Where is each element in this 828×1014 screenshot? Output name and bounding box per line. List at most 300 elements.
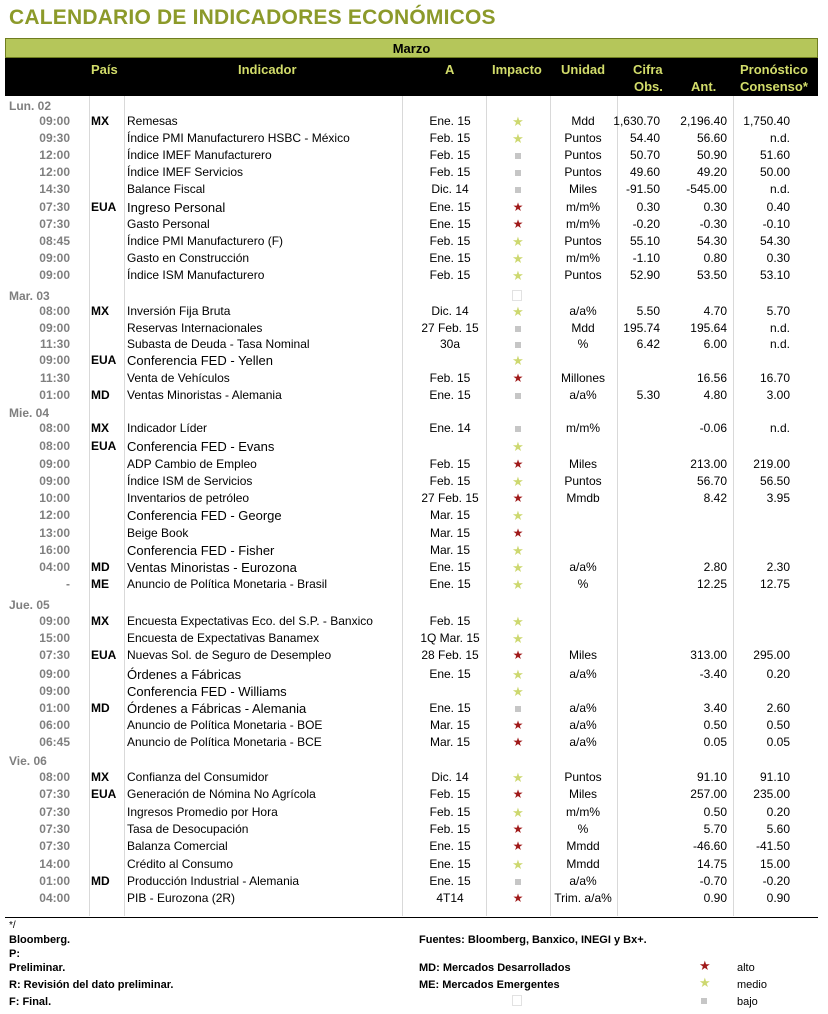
high-impact-star-icon: ★ xyxy=(512,787,524,801)
legend-medio: medio xyxy=(737,979,767,991)
day-label: Jue. 05 xyxy=(9,598,50,612)
row-country: MD xyxy=(91,701,110,715)
footnote-md: MD: Mercados Desarrollados xyxy=(419,962,571,974)
row-previous: 2,196.40 xyxy=(680,114,727,128)
row-country: EUA xyxy=(91,353,117,367)
row-time: 04:00 xyxy=(39,560,70,574)
row-time: 11:30 xyxy=(39,337,70,351)
row-time: 10:00 xyxy=(39,491,70,505)
row-time: 09:00 xyxy=(39,114,70,128)
table-row xyxy=(0,560,828,577)
row-time: 01:00 xyxy=(39,874,70,888)
row-time: 08:00 xyxy=(39,304,70,318)
row-previous: 50.90 xyxy=(696,148,727,162)
row-unit: m/m% xyxy=(566,200,600,214)
row-period: Feb. 15 xyxy=(429,165,471,179)
table-row xyxy=(0,891,828,908)
row-indicator: Subasta de Deuda - Tasa Nominal xyxy=(127,337,310,351)
medium-impact-star-icon: ★ xyxy=(512,667,524,682)
row-consensus: 3.95 xyxy=(766,491,790,505)
row-period: Feb. 15 xyxy=(429,131,471,145)
high-impact-star-icon: ★ xyxy=(512,648,524,662)
row-indicator: Ventas Minoristas - Eurozona xyxy=(127,560,297,575)
row-observed: -1.10 xyxy=(632,251,660,265)
row-time: 06:45 xyxy=(39,735,70,749)
row-consensus: 2.60 xyxy=(766,701,790,715)
row-period: Mar. 15 xyxy=(429,718,471,732)
row-consensus: 0.20 xyxy=(766,805,790,819)
row-period: Ene. 15 xyxy=(429,560,471,574)
row-time: 13:00 xyxy=(39,526,70,540)
row-previous: -0.30 xyxy=(699,217,727,231)
table-row xyxy=(0,577,828,594)
row-previous: 0.30 xyxy=(703,200,727,214)
row-country: MX xyxy=(91,114,109,128)
table-row xyxy=(0,701,828,718)
row-unit: Puntos xyxy=(564,131,602,145)
row-previous: 8.42 xyxy=(703,491,727,505)
row-time: 06:00 xyxy=(39,718,70,732)
row-indicator: Balance Fiscal xyxy=(127,182,206,196)
day-label: Lun. 02 xyxy=(9,99,52,113)
table-row xyxy=(0,182,828,199)
row-period: Mar. 15 xyxy=(429,526,471,540)
row-consensus: 51.60 xyxy=(759,148,790,162)
footnote-me: ME: Mercados Emergentes xyxy=(419,979,560,991)
row-unit: Mdd xyxy=(571,321,595,335)
row-unit: Mmdd xyxy=(566,857,600,871)
col-consenso: Consenso* xyxy=(740,79,808,94)
row-consensus: 0.20 xyxy=(766,667,790,681)
row-period: Mar. 15 xyxy=(429,508,471,522)
row-observed: 6.42 xyxy=(636,337,660,351)
row-time: 08:00 xyxy=(39,439,70,453)
row-time: 12:00 xyxy=(39,165,70,179)
table-row xyxy=(0,667,828,684)
row-previous: 56.70 xyxy=(696,474,727,488)
row-period: Ene. 15 xyxy=(429,114,471,128)
low-impact-square-icon xyxy=(511,165,525,179)
row-indicator: Índice PMI Manufacturero (F) xyxy=(127,234,284,248)
row-observed: 50.70 xyxy=(629,148,660,162)
row-previous: 16.56 xyxy=(696,371,727,385)
table-row xyxy=(0,421,828,438)
footnote-revision: R: Revisión del dato preliminar. xyxy=(9,979,174,991)
medium-impact-star-icon: ★ xyxy=(512,631,524,646)
high-impact-star-icon: ★ xyxy=(512,526,524,540)
row-consensus: 5.60 xyxy=(766,822,790,836)
row-previous: 0.90 xyxy=(703,891,727,905)
row-indicator: Inventarios de petróleo xyxy=(127,491,250,505)
col-ant: Ant. xyxy=(691,79,717,94)
row-indicator: Conferencia FED - George xyxy=(127,508,282,523)
medium-impact-star-icon: ★ xyxy=(512,131,524,146)
row-consensus: 0.05 xyxy=(766,735,790,749)
row-country: MD xyxy=(91,874,110,888)
row-previous: -545.00 xyxy=(686,182,727,196)
row-unit: Puntos xyxy=(564,234,602,248)
table-row xyxy=(0,304,828,321)
page-title: CALENDARIO DE INDICADORES ECONÓMICOS xyxy=(9,6,496,29)
table-row xyxy=(0,268,828,285)
row-time: 01:00 xyxy=(39,701,70,715)
row-unit: Puntos xyxy=(564,148,602,162)
row-period: Feb. 15 xyxy=(429,148,471,162)
empty-marker xyxy=(512,287,522,305)
high-impact-star-icon: ★ xyxy=(512,891,524,905)
row-observed: 55.10 xyxy=(629,234,660,248)
row-indicator: Crédito al Consumo xyxy=(127,857,234,871)
row-unit: Mdd xyxy=(571,114,595,128)
row-indicator: Conferencia FED - Fisher xyxy=(127,543,275,558)
table-row xyxy=(0,822,828,839)
high-impact-star-icon: ★ xyxy=(512,735,524,749)
row-country: MX xyxy=(91,304,109,318)
col-cifra: Cifra xyxy=(633,62,663,77)
table-header xyxy=(5,58,818,96)
footnote-p: P: xyxy=(9,948,20,960)
row-period: Feb. 15 xyxy=(429,474,471,488)
month-header: Marzo xyxy=(5,38,818,58)
row-country: MX xyxy=(91,421,109,435)
row-previous: 54.30 xyxy=(696,234,727,248)
row-consensus: 56.50 xyxy=(759,474,790,488)
medium-impact-star-icon: ★ xyxy=(512,560,524,575)
low-impact-square-icon xyxy=(511,701,525,715)
row-time: 09:00 xyxy=(39,353,70,367)
row-previous: 4.80 xyxy=(703,388,727,402)
legend-bajo: bajo xyxy=(737,996,758,1008)
row-previous: 0.50 xyxy=(703,718,727,732)
table-row xyxy=(0,648,828,665)
low-impact-square-icon xyxy=(511,148,525,162)
row-consensus: 12.75 xyxy=(759,577,790,591)
row-previous: -3.40 xyxy=(699,667,727,681)
row-indicator: PIB - Eurozona (2R) xyxy=(127,891,236,905)
row-period: Ene. 15 xyxy=(429,874,471,888)
row-unit: a/a% xyxy=(569,718,597,732)
table-row xyxy=(0,684,828,701)
row-period: Ene. 15 xyxy=(429,388,471,402)
day-label: Mar. 03 xyxy=(9,289,50,303)
row-indicator: Generación de Nómina No Agrícola xyxy=(127,787,316,801)
row-time: 07:30 xyxy=(39,839,70,853)
row-observed: 5.30 xyxy=(636,388,660,402)
footnote-preliminar: Preliminar. xyxy=(9,962,66,974)
row-observed: -0.20 xyxy=(632,217,660,231)
row-period: Ene. 15 xyxy=(429,701,471,715)
table-row xyxy=(0,439,828,456)
table-row xyxy=(0,200,828,217)
row-consensus: 0.50 xyxy=(766,718,790,732)
row-consensus: 16.70 xyxy=(759,371,790,385)
row-time: 09:00 xyxy=(39,614,70,628)
row-country: MD xyxy=(91,560,110,574)
footnote-mark: */ xyxy=(9,920,16,931)
row-time: 09:00 xyxy=(39,268,70,282)
row-consensus: 1,750.40 xyxy=(743,114,790,128)
high-impact-star-icon: ★ xyxy=(512,718,524,732)
table-row xyxy=(0,148,828,165)
row-unit: Miles xyxy=(568,182,597,196)
row-period: Feb. 15 xyxy=(429,822,471,836)
table-row xyxy=(0,491,828,508)
row-consensus: -0.20 xyxy=(762,874,790,888)
row-period: 27 Feb. 15 xyxy=(421,321,479,335)
row-time: 12:00 xyxy=(39,148,70,162)
medium-impact-star-icon: ★ xyxy=(512,304,524,319)
row-indicator: Remesas xyxy=(127,114,178,128)
medium-impact-star-icon: ★ xyxy=(512,251,524,266)
low-impact-square-icon xyxy=(511,321,525,335)
row-time: 09:00 xyxy=(39,251,70,265)
row-unit: a/a% xyxy=(569,667,597,681)
row-previous: 5.70 xyxy=(703,822,727,836)
row-time: 14:30 xyxy=(39,182,70,196)
high-impact-star-icon: ★ xyxy=(512,839,524,853)
table-row xyxy=(0,508,828,525)
row-previous: 49.20 xyxy=(696,165,727,179)
row-consensus: n.d. xyxy=(769,131,790,145)
row-time: 15:00 xyxy=(39,631,70,645)
row-period: 4T14 xyxy=(436,891,464,905)
legend-high-star-icon: ★ xyxy=(699,958,711,973)
row-indicator: Confianza del Consumidor xyxy=(127,770,269,784)
row-indicator: Venta de Vehículos xyxy=(127,371,230,385)
row-previous: -46.60 xyxy=(692,839,727,853)
row-unit: Trim. a/a% xyxy=(554,891,612,905)
row-period: Dic. 14 xyxy=(431,770,469,784)
table-row xyxy=(0,839,828,856)
table-row xyxy=(0,474,828,491)
table-row xyxy=(0,251,828,268)
row-unit: Miles xyxy=(568,457,597,471)
row-previous: 3.40 xyxy=(703,701,727,715)
table-row xyxy=(0,165,828,182)
row-country: MX xyxy=(91,614,109,628)
row-unit: Puntos xyxy=(564,268,602,282)
row-indicator: Anuncio de Política Monetaria - BCE xyxy=(127,735,322,749)
col-pais: País xyxy=(91,62,118,77)
row-indicator: Órdenes a Fábricas - Alemania xyxy=(127,701,307,716)
table-row xyxy=(0,805,828,822)
legend-empty-marker xyxy=(512,992,522,1010)
row-consensus: 15.00 xyxy=(759,857,790,871)
row-indicator: Ingresos Promedio por Hora xyxy=(127,805,278,819)
row-unit: Miles xyxy=(568,787,597,801)
row-unit: % xyxy=(577,577,589,591)
row-time: 16:00 xyxy=(39,543,70,557)
col-unidad: Unidad xyxy=(561,62,606,77)
row-country: EUA xyxy=(91,200,117,214)
row-time: 07:30 xyxy=(39,217,70,231)
row-period: Dic. 14 xyxy=(431,182,469,196)
row-observed: 195.74 xyxy=(623,321,660,335)
table-row xyxy=(0,857,828,874)
row-previous: 257.00 xyxy=(690,787,727,801)
row-previous: 12.25 xyxy=(696,577,727,591)
row-period: Ene. 14 xyxy=(429,421,471,435)
medium-impact-star-icon: ★ xyxy=(512,439,524,454)
medium-impact-star-icon: ★ xyxy=(512,684,524,699)
table-row xyxy=(0,217,828,234)
row-time: 09:00 xyxy=(39,321,70,335)
row-previous: 91.10 xyxy=(696,770,727,784)
row-unit: Millones xyxy=(560,371,605,385)
row-indicator: Encuesta de Expectativas Banamex xyxy=(127,631,320,645)
row-previous: -0.70 xyxy=(699,874,727,888)
table-row xyxy=(0,371,828,388)
medium-impact-star-icon: ★ xyxy=(512,770,524,785)
medium-impact-star-icon: ★ xyxy=(512,234,524,249)
row-indicator: Conferencia FED - Williams xyxy=(127,684,287,699)
row-observed: 1,630.70 xyxy=(613,114,660,128)
row-previous: -0.06 xyxy=(699,421,727,435)
row-unit: Miles xyxy=(568,648,597,662)
row-indicator: ADP Cambio de Empleo xyxy=(127,457,257,471)
row-period: Mar. 15 xyxy=(429,735,471,749)
row-previous: 6.00 xyxy=(703,337,727,351)
row-period: Ene. 15 xyxy=(429,251,471,265)
row-consensus: 53.10 xyxy=(759,268,790,282)
row-consensus: 0.90 xyxy=(766,891,790,905)
row-time: 01:00 xyxy=(39,388,70,402)
row-indicator: Índice ISM de Servicios xyxy=(127,474,253,488)
row-time: 08:00 xyxy=(39,421,70,435)
row-indicator: Anuncio de Política Monetaria - Brasil xyxy=(127,577,328,591)
row-observed: 54.40 xyxy=(629,131,660,145)
row-indicator: Encuesta Expectativas Eco. del S.P. - Banxico xyxy=(127,614,373,628)
row-observed: 49.60 xyxy=(629,165,660,179)
row-country: ME xyxy=(91,577,109,591)
row-consensus: n.d. xyxy=(769,421,790,435)
footnote-source: Bloomberg. xyxy=(9,934,71,946)
row-country: MX xyxy=(91,770,109,784)
row-unit: m/m% xyxy=(566,421,600,435)
row-indicator: Órdenes a Fábricas xyxy=(127,667,242,682)
row-period: Feb. 15 xyxy=(429,787,471,801)
table-row xyxy=(0,631,828,648)
col-pronostico: Pronóstico xyxy=(740,62,808,77)
row-time: 08:45 xyxy=(39,234,70,248)
row-consensus: n.d. xyxy=(769,321,790,335)
row-time: 07:30 xyxy=(39,805,70,819)
row-unit: Mmdb xyxy=(566,491,600,505)
col-obs: Obs. xyxy=(634,79,663,94)
row-time: 08:00 xyxy=(39,770,70,784)
table-row xyxy=(0,114,828,131)
row-consensus: 2.30 xyxy=(766,560,790,574)
row-unit: a/a% xyxy=(569,304,597,318)
row-period: Ene. 15 xyxy=(429,200,471,214)
row-unit: m/m% xyxy=(566,251,600,265)
row-period: Feb. 15 xyxy=(429,234,471,248)
row-unit: m/m% xyxy=(566,805,600,819)
high-impact-star-icon: ★ xyxy=(512,371,524,385)
table-row xyxy=(0,787,828,804)
table-row xyxy=(0,131,828,148)
footnote-sources: Fuentes: Bloomberg, Banxico, INEGI y Bx+. xyxy=(419,934,647,946)
row-time: 07:30 xyxy=(39,648,70,662)
row-previous: 53.50 xyxy=(696,268,727,282)
row-indicator: Índice IMEF Servicios xyxy=(127,165,244,179)
table-row xyxy=(0,526,828,543)
high-impact-star-icon: ★ xyxy=(512,457,524,471)
row-period: 27 Feb. 15 xyxy=(421,491,479,505)
footer-divider xyxy=(5,917,818,918)
row-period: Feb. 15 xyxy=(429,268,471,282)
low-impact-square-icon xyxy=(511,182,525,196)
medium-impact-star-icon: ★ xyxy=(512,543,524,558)
medium-impact-star-icon: ★ xyxy=(512,857,524,872)
row-previous: 4.70 xyxy=(703,304,727,318)
row-period: Ene. 15 xyxy=(429,217,471,231)
day-label: Vie. 06 xyxy=(9,754,47,768)
row-country: EUA xyxy=(91,439,117,453)
row-time: 12:00 xyxy=(39,508,70,522)
high-impact-star-icon: ★ xyxy=(512,491,524,505)
row-consensus: 0.40 xyxy=(766,200,790,214)
row-indicator: Gasto en Construcción xyxy=(127,251,250,265)
row-observed: 5.50 xyxy=(636,304,660,318)
row-indicator: Balanza Comercial xyxy=(127,839,228,853)
row-indicator: Indicador Líder xyxy=(127,421,208,435)
row-indicator: Índice ISM Manufacturero xyxy=(127,268,265,282)
row-consensus: 50.00 xyxy=(759,165,790,179)
row-indicator: Nuevas Sol. de Seguro de Desempleo xyxy=(127,648,332,662)
row-indicator: Inversión Fija Bruta xyxy=(127,304,231,318)
row-period: Mar. 15 xyxy=(429,543,471,557)
row-consensus: -0.10 xyxy=(762,217,790,231)
medium-impact-star-icon: ★ xyxy=(512,508,524,523)
row-consensus: n.d. xyxy=(769,337,790,351)
row-period: Ene. 15 xyxy=(429,839,471,853)
row-time: 09:00 xyxy=(39,667,70,681)
row-time: 09:00 xyxy=(39,684,70,698)
row-indicator: Anuncio de Política Monetaria - BOE xyxy=(127,718,323,732)
medium-impact-star-icon: ★ xyxy=(512,474,524,489)
medium-impact-star-icon: ★ xyxy=(512,805,524,820)
row-period: 30a xyxy=(439,337,461,351)
row-consensus: 91.10 xyxy=(759,770,790,784)
col-indicador: Indicador xyxy=(238,62,297,77)
row-unit: a/a% xyxy=(569,560,597,574)
row-previous: 313.00 xyxy=(690,648,727,662)
row-unit: m/m% xyxy=(566,217,600,231)
row-period: 1Q Mar. 15 xyxy=(420,631,480,645)
row-consensus: 0.30 xyxy=(766,251,790,265)
row-time: 09:00 xyxy=(39,474,70,488)
row-consensus: 295.00 xyxy=(753,648,790,662)
medium-impact-star-icon: ★ xyxy=(512,268,524,283)
row-consensus: 3.00 xyxy=(766,388,790,402)
row-period: 28 Feb. 15 xyxy=(421,648,479,662)
row-unit: a/a% xyxy=(569,701,597,715)
row-country: EUA xyxy=(91,648,117,662)
high-impact-star-icon: ★ xyxy=(512,217,524,231)
row-country: MD xyxy=(91,388,110,402)
row-unit: % xyxy=(577,337,589,351)
row-indicator: Ventas Minoristas - Alemania xyxy=(127,388,282,402)
row-time: 09:30 xyxy=(39,131,70,145)
col-impacto: Impacto xyxy=(492,62,542,77)
high-impact-star-icon: ★ xyxy=(512,822,524,836)
row-unit: Puntos xyxy=(564,770,602,784)
row-previous: 56.60 xyxy=(696,131,727,145)
row-country: EUA xyxy=(91,787,117,801)
table-row xyxy=(0,770,828,787)
low-impact-square-icon xyxy=(511,337,525,351)
